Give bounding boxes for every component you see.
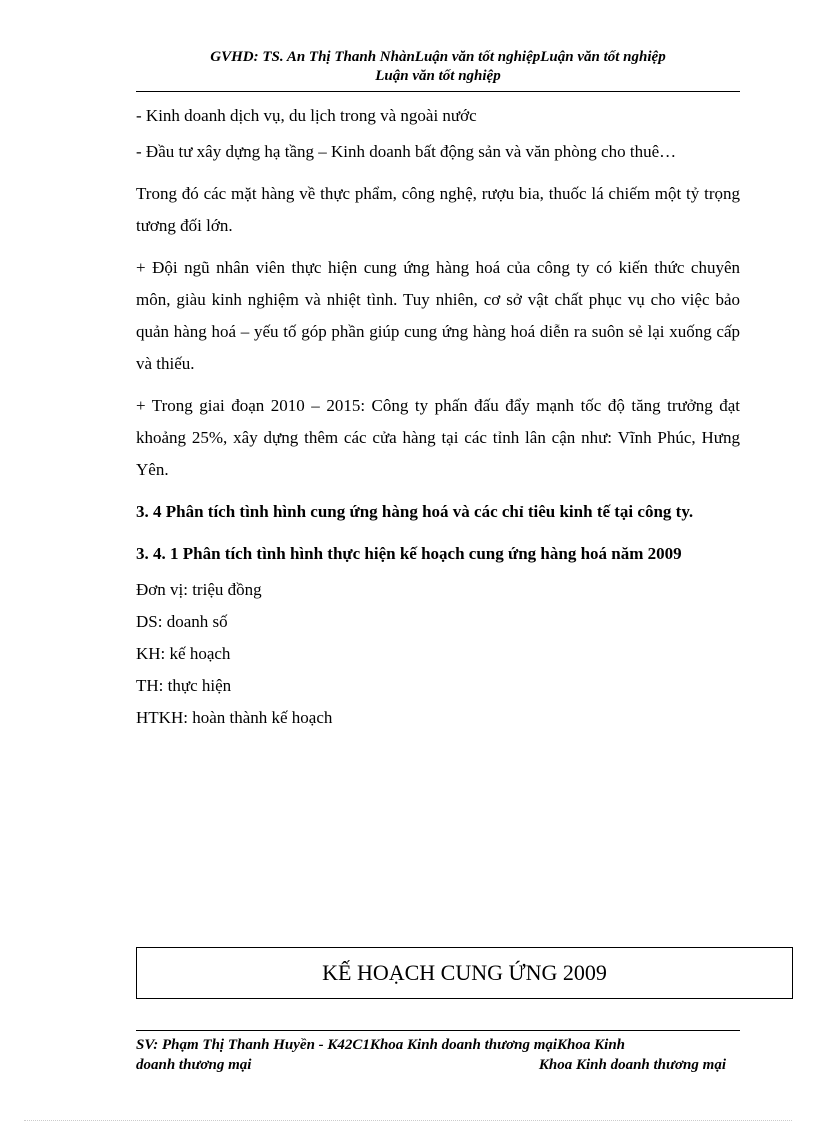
paragraph-growth-plan: + Trong giai đoạn 2010 – 2015: Công ty phấn đấu đẩy mạnh tốc độ tăng trưởng đạt khoảng 25%, xây dựng thêm các cửa hàng tại các tỉnh lân cận như: Vĩnh Phúc, Hưng Yên. — [136, 396, 740, 479]
page-header — [136, 48, 740, 86]
footer-line-2-left: doanh thương mại — [136, 1057, 252, 1073]
legend-th: TH: thực hiện — [136, 676, 232, 695]
footer-line-1: SV: Phạm Thị Thanh Huyền - K42C1Khoa Kinh doanh thương mạiKhoa Kinh — [136, 1037, 626, 1053]
header-line-1: GVHD: TS. An Thị Thanh NhànLuận văn tốt nghiệpLuận văn tốt nghiệp — [210, 49, 666, 65]
legend-unit: Đơn vị: triệu đồng — [136, 580, 262, 599]
legend-ds: DS: doanh số — [136, 612, 228, 631]
section-heading-3-4: 3. 4 Phân tích tình hình cung ứng hàng hoá và các chỉ tiêu kinh tế tại công ty. — [136, 502, 694, 521]
plan-title: KẾ HOẠCH CUNG ỨNG 2009 — [322, 960, 607, 985]
legend-list — [136, 574, 740, 734]
paragraph-staff: + Đội ngũ nhân viên thực hiện cung ứng hàng hoá của công ty có kiến thức chuyên môn, giàu kinh nghiệm và nhiệt tình. Tuy nhiên, cơ sở vật chất phục vụ cho việc bảo quản hàng hoá – yếu tố góp phần giúp cung ứng hàng hoá diễn ra suôn sẻ lại xuống cấp và thiếu. — [136, 258, 740, 373]
section-heading-3-4-1: 3. 4. 1 Phân tích tình hình thực hiện kế hoạch cung ứng hàng hoá năm 2009 — [136, 544, 682, 563]
footer-divider — [136, 1030, 740, 1031]
plan-title-box — [136, 947, 793, 999]
footer-line-2 — [136, 1055, 740, 1075]
page-edge-divider — [24, 1120, 792, 1121]
document-body — [136, 100, 740, 734]
footer-line-2-right: Khoa Kinh doanh thương mại — [538, 1057, 726, 1073]
paragraph-infrastructure: - Đầu tư xây dựng hạ tầng – Kinh doanh bất động sản và văn phòng cho thuê… — [136, 142, 677, 161]
page-footer — [136, 1035, 740, 1075]
legend-kh: KH: kế hoạch — [136, 644, 231, 663]
legend-htkh: HTKH: hoàn thành kế hoạch — [136, 708, 333, 727]
header-line-2: Luận văn tốt nghiệp — [375, 68, 501, 84]
paragraph-business-services: - Kinh doanh dịch vụ, du lịch trong và ngoài nước — [136, 106, 477, 125]
header-divider — [136, 91, 740, 92]
paragraph-product-share: Trong đó các mặt hàng về thực phẩm, công nghệ, rượu bia, thuốc lá chiếm một tỷ trọng tương đối lớn. — [136, 184, 740, 235]
